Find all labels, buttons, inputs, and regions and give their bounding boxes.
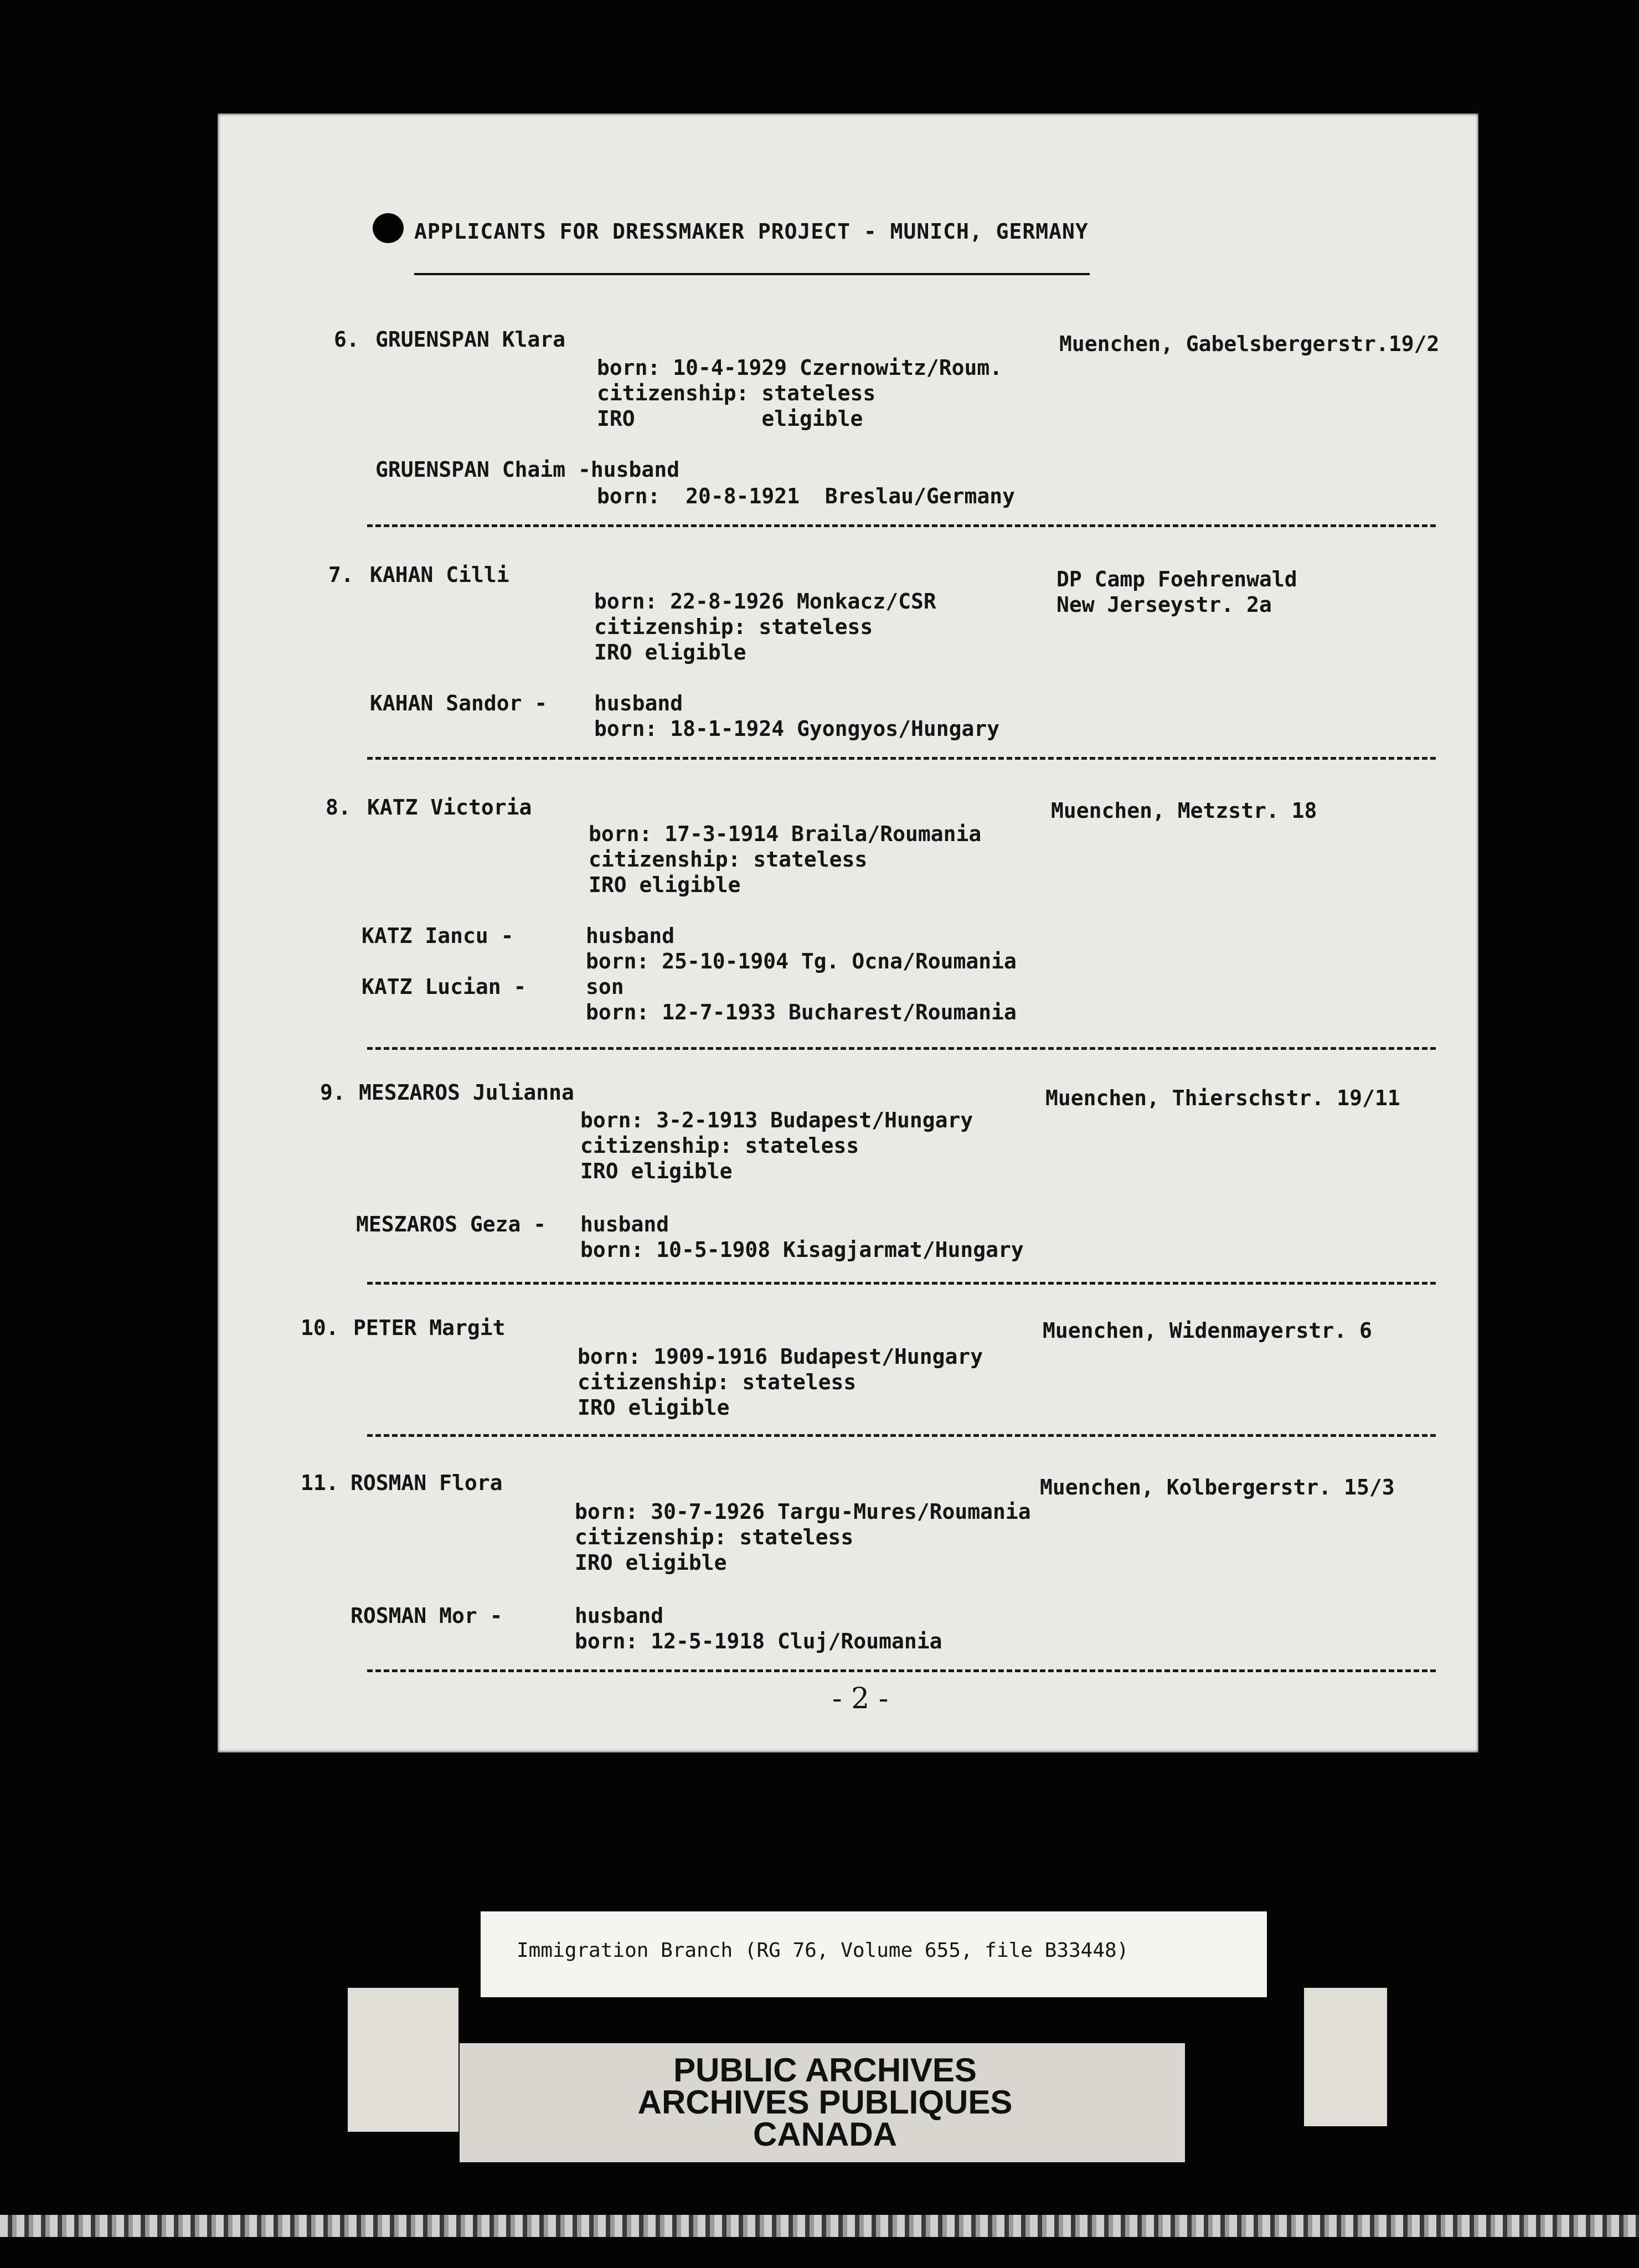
detail-line: born: 30-7-1926 Targu-Mures/Roumania	[575, 1499, 1031, 1524]
entry-number: 8.	[326, 795, 351, 819]
detail-line: born: 17-3-1914 Braila/Roumania	[589, 822, 982, 846]
tape-left	[348, 1988, 458, 2132]
detail-line: born: 1909-1916 Budapest/Hungary	[578, 1344, 983, 1369]
applicant-name: PETER Margit	[353, 1316, 506, 1340]
entry-separator	[367, 524, 1436, 527]
page-number: - 2 -	[832, 1682, 889, 1715]
stamp-line: CANADA	[753, 2116, 897, 2153]
detail-line: citizenship: stateless	[594, 615, 873, 639]
relative-line: husband	[594, 691, 683, 715]
applicant-name: ROSMAN Flora	[351, 1471, 503, 1495]
detail-line: citizenship: stateless	[578, 1370, 857, 1394]
applicant-address: Muenchen, Thierschstr. 19/11	[1045, 1086, 1400, 1110]
heading-underline	[414, 273, 1090, 275]
applicant-address: Muenchen, Kolbergerstr. 15/3	[1040, 1475, 1395, 1499]
entry-number: 11.	[301, 1471, 339, 1495]
entry-separator	[367, 1669, 1436, 1672]
relative-line: husband	[575, 1604, 664, 1628]
relative-line: born: 18-1-1924 Gyongyos/Hungary	[594, 717, 1000, 741]
entry-number: 6.	[334, 327, 359, 352]
applicant-address-line: DP Camp Foehrenwald	[1056, 567, 1297, 591]
detail-line: IRO eligible	[578, 1395, 730, 1420]
detail-line: citizenship: stateless	[597, 381, 876, 405]
relative-line: son	[586, 975, 624, 999]
relative-name: KAHAN Sandor -	[370, 691, 548, 715]
detail-line: born: 3-2-1913 Budapest/Hungary	[580, 1108, 973, 1132]
entry-number: 7.	[328, 563, 354, 587]
applicant-address: Muenchen, Widenmayerstr. 6	[1043, 1318, 1372, 1343]
applicant-name: MESZAROS Julianna	[359, 1080, 574, 1105]
applicant-name: KAHAN Cilli	[370, 563, 509, 587]
punch-hole	[373, 213, 404, 243]
detail-line: born: 10-4-1929 Czernowitz/Roum.	[597, 355, 1003, 380]
film-edge	[0, 2215, 1639, 2237]
relative-line: husband	[586, 924, 675, 948]
relative-line: born: 12-5-1918 Cluj/Roumania	[575, 1629, 942, 1653]
archive-reference-label	[481, 1911, 1267, 1997]
entry-separator	[367, 1047, 1436, 1050]
applicant-address-line: New Jerseystr. 2a	[1056, 592, 1272, 617]
detail-line: citizenship: stateless	[580, 1133, 859, 1158]
document-heading: APPLICANTS FOR DRESSMAKER PROJECT - MUNICH, GERMANY	[414, 219, 1089, 244]
relative-name: KATZ Lucian -	[362, 975, 527, 999]
applicant-name: KATZ Victoria	[367, 795, 532, 819]
detail-line: IRO eligible	[580, 1159, 733, 1183]
detail-line: IRO eligible	[575, 1550, 727, 1575]
relative-name: KATZ Iancu -	[362, 924, 514, 948]
detail-line: citizenship: stateless	[575, 1525, 854, 1549]
archives-stamp	[465, 2051, 1185, 2153]
relative-name: MESZAROS Geza -	[356, 1212, 547, 1236]
relative-name: GRUENSPAN Chaim -husband	[375, 457, 680, 482]
entry-separator	[367, 757, 1436, 760]
archive-reference: Immigration Branch (RG 76, Volume 655, file B33448)	[517, 1939, 1129, 1962]
detail-line: IRO eligible	[589, 873, 741, 897]
detail-line: born: 22-8-1926 Monkacz/CSR	[594, 589, 936, 614]
tape-right	[1304, 1988, 1387, 2126]
entry-separator	[367, 1282, 1436, 1285]
relative-line: born: 10-5-1908 Kisagjarmat/Hungary	[580, 1238, 1024, 1262]
stamp-line: PUBLIC ARCHIVES	[673, 2051, 977, 2089]
relative-line: born: 12-7-1933 Bucharest/Roumania	[586, 1000, 1017, 1024]
detail-line: IRO eligible	[597, 406, 863, 431]
entry-number: 9.	[320, 1080, 346, 1105]
entry-number: 10.	[301, 1316, 339, 1340]
stamp-line: ARCHIVES PUBLIQUES	[637, 2084, 1013, 2121]
applicant-name: GRUENSPAN Klara	[375, 327, 566, 352]
applicant-address: Muenchen, Gabelsbergerstr.19/2	[1059, 332, 1440, 356]
detail-line: citizenship: stateless	[589, 847, 868, 872]
relative-name: ROSMAN Mor -	[351, 1604, 503, 1628]
document-page	[218, 114, 1478, 1752]
detail-line: IRO eligible	[594, 640, 746, 664]
relative-line: born: 25-10-1904 Tg. Ocna/Roumania	[586, 949, 1017, 973]
relative-line: husband	[580, 1212, 669, 1236]
relative-line: born: 20-8-1921 Breslau/Germany	[597, 484, 1015, 508]
entry-separator	[367, 1434, 1436, 1437]
applicant-address: Muenchen, Metzstr. 18	[1051, 798, 1317, 823]
